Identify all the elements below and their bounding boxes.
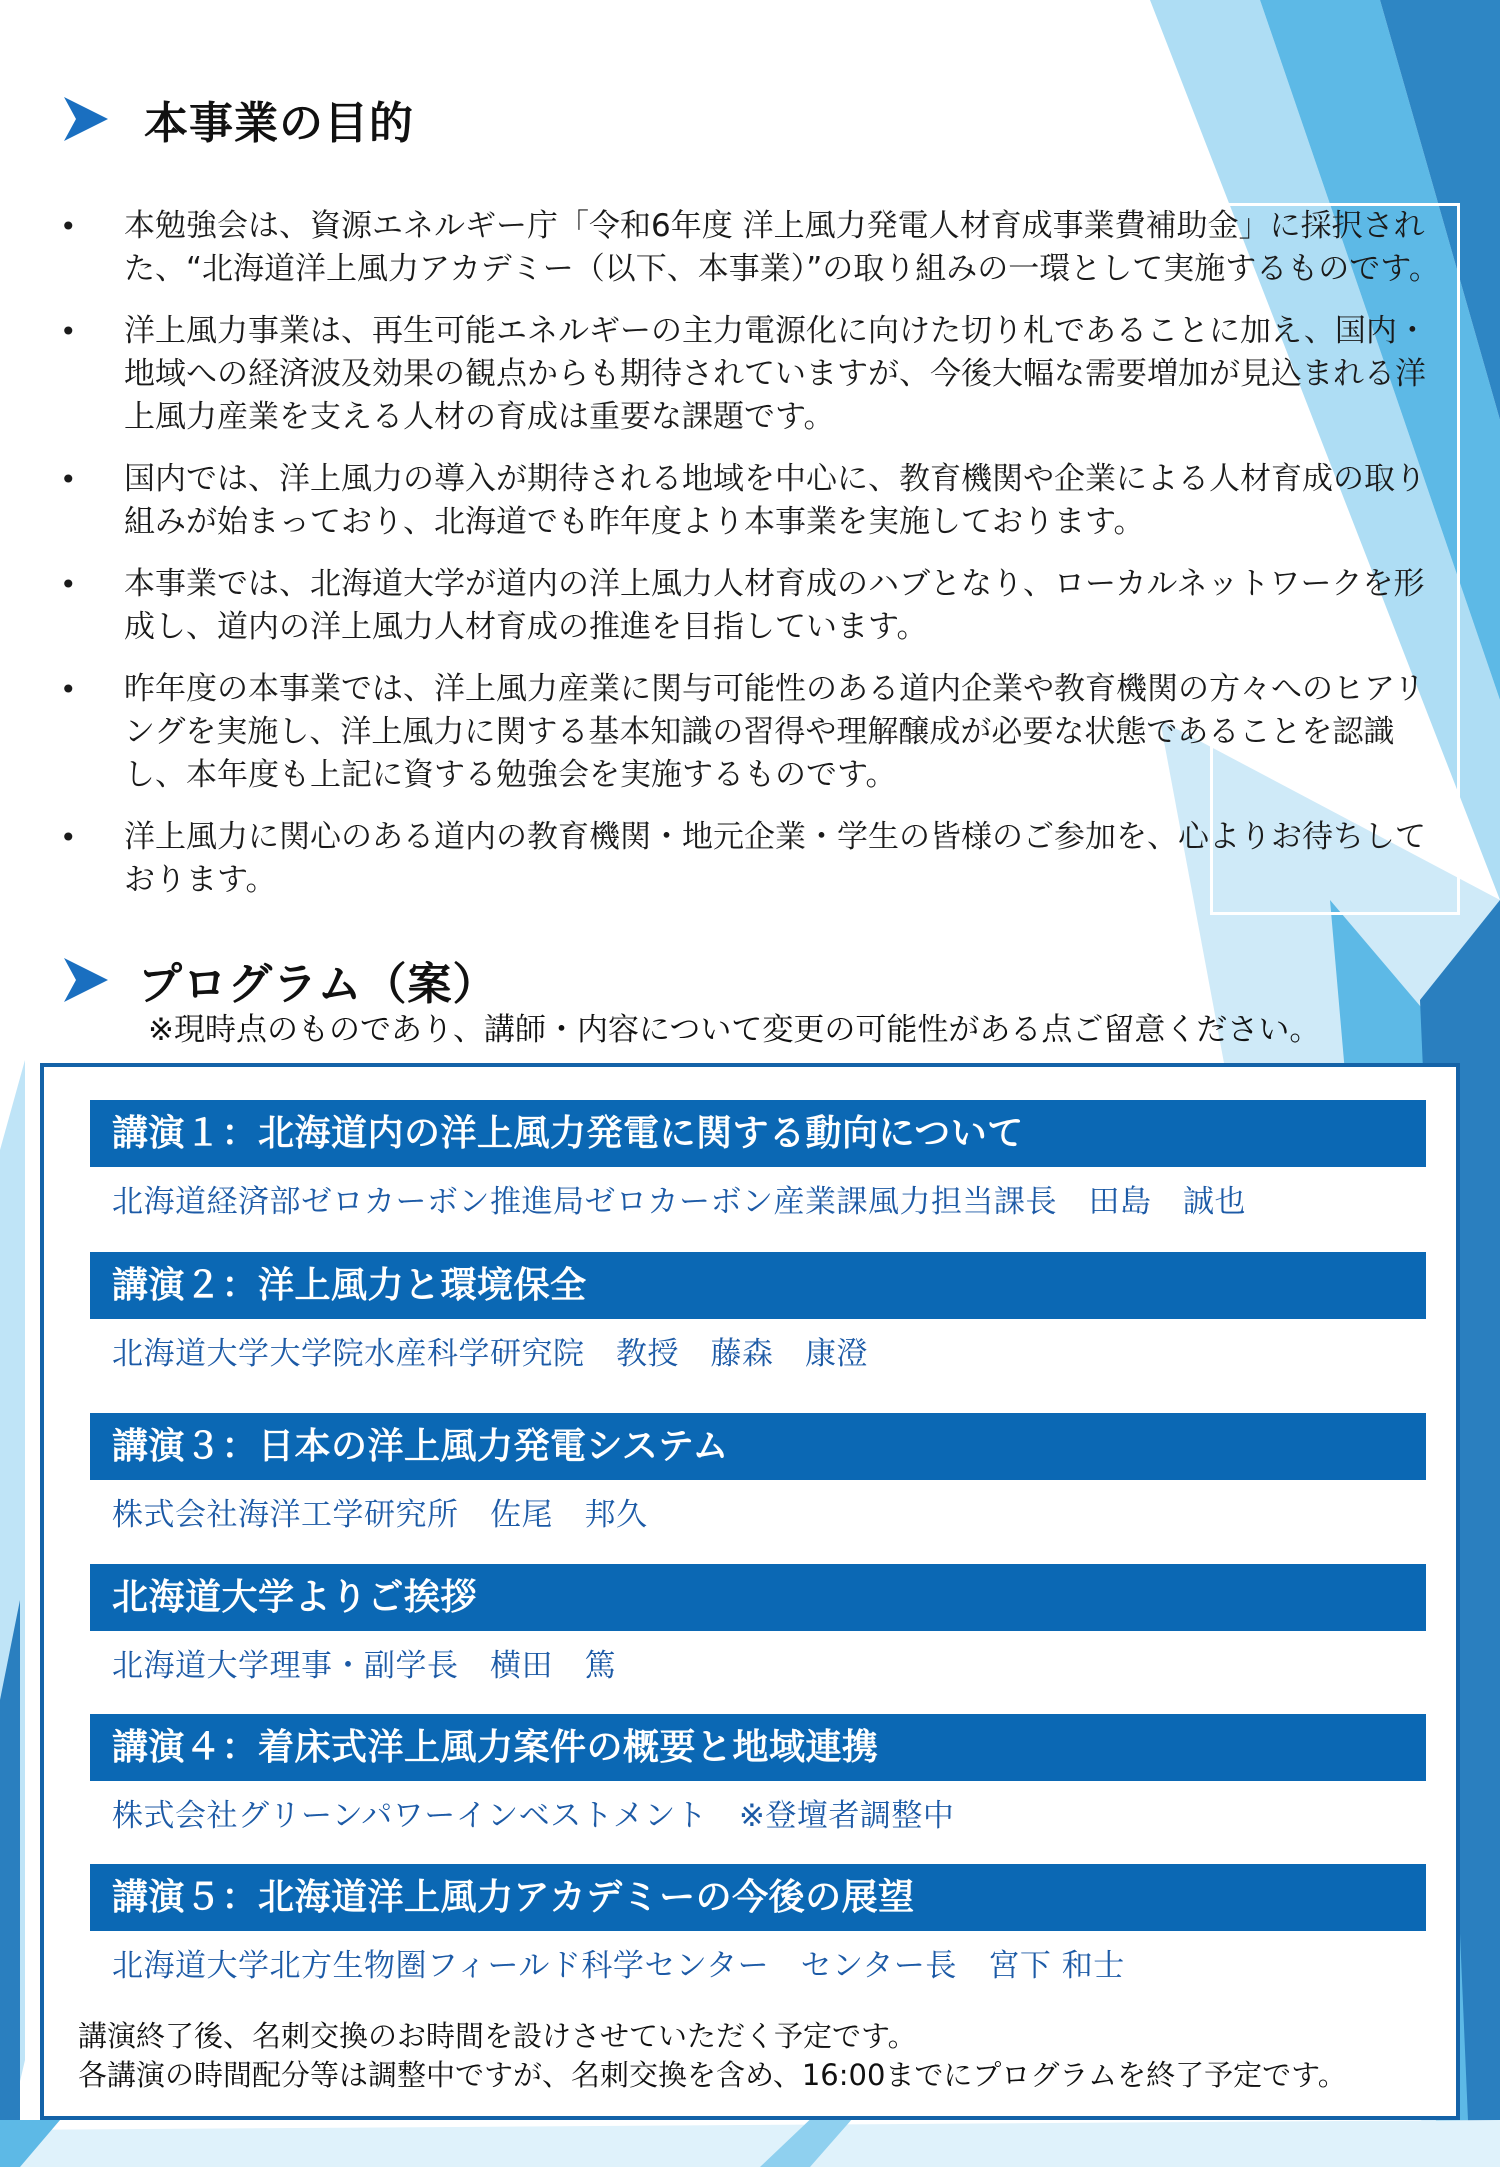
lecture-speaker: 北海道経済部ゼロカーボン推進局ゼロカーボン産業課風力担当課長 田島 誠也 bbox=[112, 1184, 1246, 1220]
lecture-title: 講演３：日本の洋上風力発電システム bbox=[90, 1413, 1426, 1480]
lecture-title: 北海道大学よりご挨拶 bbox=[90, 1564, 1426, 1631]
purpose-item: • 本事業では、北海道大学が道内の洋上風力人材育成のハブとなり、ローカルネットワークを形成し、道内の洋上風力人材育成の推進を目指しています。 bbox=[60, 563, 1440, 649]
lecture-speaker: 株式会社グリーンパワーインベストメント ※登壇者調整中 bbox=[112, 1798, 955, 1834]
lecture-title: 講演２：洋上風力と環境保全 bbox=[90, 1252, 1426, 1319]
lecture-3 bbox=[90, 1413, 1426, 1536]
lecture-speaker: 株式会社海洋工学研究所 佐尾 邦久 bbox=[112, 1497, 648, 1533]
bullet-icon: • bbox=[60, 463, 77, 496]
closing-notes bbox=[78, 2017, 1347, 2095]
lecture-title: 講演４：着床式洋上風力案件の概要と地域連携 bbox=[90, 1714, 1426, 1781]
lecture-speaker: 北海道大学理事・副学長 横田 篤 bbox=[112, 1648, 616, 1684]
purpose-item: • 昨年度の本事業では、洋上風力産業に関与可能性のある道内企業や教育機関の方々へのヒアリングを実施し、洋上風力に関する基本知識の習得や理解醸成が必要な状態であることを認識し、本年度も上記に資する勉強会を実施するものです。 bbox=[60, 668, 1440, 797]
program-heading bbox=[62, 945, 498, 1015]
lecture-speaker: 北海道大学北方生物圏フィールド科学センター センター長 宮下 和士 bbox=[112, 1948, 1125, 1984]
bullet-icon: • bbox=[60, 210, 77, 243]
lecture-2 bbox=[90, 1252, 1426, 1375]
lecture-1 bbox=[90, 1100, 1426, 1223]
lecture-speaker: 北海道大学大学院水産科学研究院 教授 藤森 康澄 bbox=[112, 1336, 868, 1372]
bullet-icon: • bbox=[60, 821, 77, 854]
purpose-item: • 洋上風力事業は、再生可能エネルギーの主力電源化に向けた切り札であることに加え、国内・地域への経済波及効果の観点からも期待されていますが、今後大幅な需要増加が見込まれる洋上風力産業を支える人材の育成は重要な課題です。 bbox=[60, 310, 1440, 439]
lecture-5 bbox=[90, 1864, 1426, 1987]
purpose-item: • 洋上風力に関心のある道内の教育機関・地元企業・学生の皆様のご参加を、心よりお待ちしております。 bbox=[60, 816, 1440, 902]
decor-bottom-band bbox=[0, 2120, 1500, 2167]
program-note: ※現時点のものであり、講師・内容について変更の可能性がある点ご留意ください。 bbox=[148, 1012, 1321, 1048]
greeting bbox=[90, 1564, 1426, 1687]
triangle-arrow-icon bbox=[62, 956, 110, 1004]
lecture-title: 講演１：北海道内の洋上風力発電に関する動向について bbox=[90, 1100, 1426, 1167]
closing-line: 各講演の時間配分等は調整中ですが、名刺交換を含め、16:00までにプログラムを終了予定です。 bbox=[78, 2058, 1347, 2092]
bullet-icon: • bbox=[60, 568, 77, 601]
lecture-4 bbox=[90, 1714, 1426, 1837]
purpose-item: • 本勉強会は、資源エネルギー庁「令和6年度 洋上風力発電人材育成事業費補助金」に採択された、“北海道洋上風力アカデミー（以下、本事業）”の取り組みの一環として実施するものです。 bbox=[60, 205, 1440, 291]
purpose-title: 本事業の目的 bbox=[144, 98, 414, 149]
purpose-heading bbox=[62, 84, 414, 154]
closing-line: 講演終了後、名刺交換のお時間を設けさせていただく予定です。 bbox=[78, 2019, 917, 2053]
triangle-arrow-icon bbox=[62, 95, 110, 143]
program-box bbox=[40, 1063, 1460, 2120]
bullet-icon: • bbox=[60, 315, 77, 348]
purpose-list bbox=[60, 205, 1440, 921]
purpose-item: • 国内では、洋上風力の導入が期待される地域を中心に、教育機関や企業による人材育成の取り組みが始まっており、北海道でも昨年度より本事業を実施しております。 bbox=[60, 458, 1440, 544]
decor-left-sliver-2 bbox=[0, 1600, 20, 2167]
lecture-title: 講演５：北海道洋上風力アカデミーの今後の展望 bbox=[90, 1864, 1426, 1931]
program-title: プログラム（案） bbox=[138, 959, 498, 1010]
bullet-icon: • bbox=[60, 673, 77, 706]
